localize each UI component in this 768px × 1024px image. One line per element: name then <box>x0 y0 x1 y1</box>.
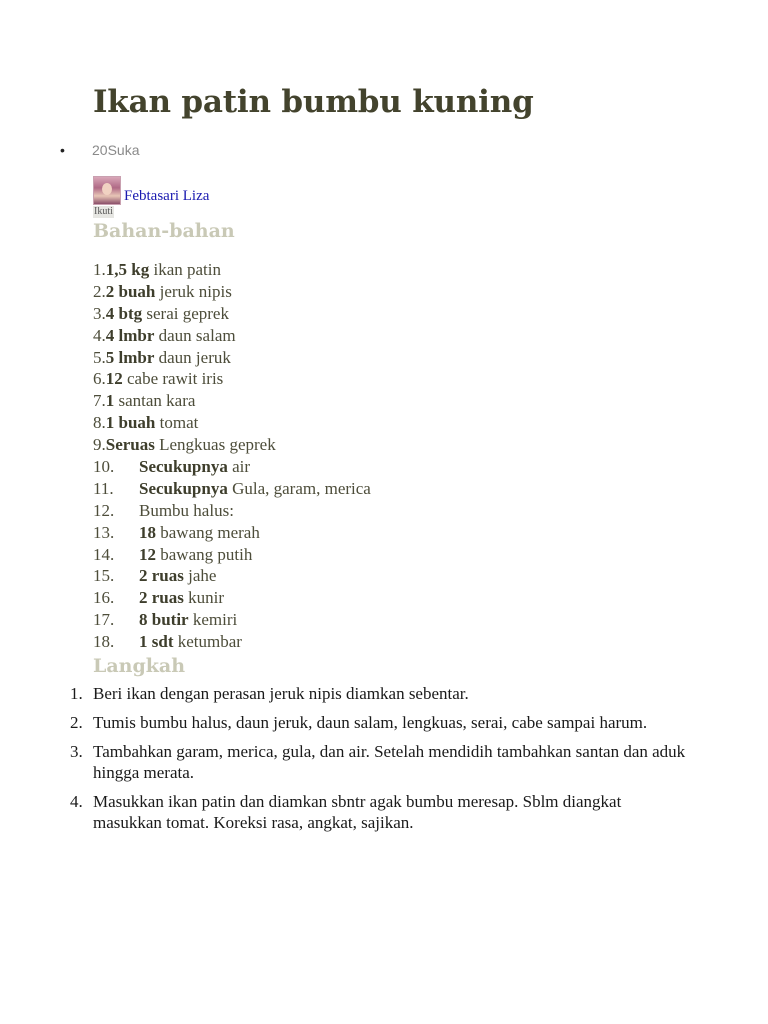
step-number: 3. <box>70 742 83 761</box>
ingredients-list <box>93 259 371 653</box>
ingredient-name: Gula, garam, merica <box>232 478 371 498</box>
ingredient-name: santan kara <box>118 391 196 411</box>
steps-list <box>70 683 690 841</box>
ingredient-name: ketumbar <box>177 632 242 652</box>
ingredient-amount: 4 btg <box>105 303 143 323</box>
ingredient-number: 3. <box>93 303 106 323</box>
step-text: Masukkan ikan patin dan diamkan sbntr agak bumbu meresap. Sblm diangkat masukkan tomat. Koreksi rasa, angkat, sajikan. <box>93 792 622 832</box>
step-text: Beri ikan dengan perasan jeruk nipis diamkan sebentar. <box>93 684 469 703</box>
ingredient-name: kunir <box>188 588 225 608</box>
ingredient-item <box>93 325 371 347</box>
ingredient-amount: 2 ruas <box>139 588 184 608</box>
steps-heading: Langkah <box>93 655 186 677</box>
ingredient-amount: 2 ruas <box>139 566 184 586</box>
ingredient-amount: Secukupnya <box>139 478 228 498</box>
ingredient-number: 18. <box>93 632 115 652</box>
bullet-icon: • <box>60 142 65 158</box>
ingredient-item <box>93 522 371 544</box>
ingredient-item <box>93 478 371 500</box>
ingredient-amount: 12 <box>139 544 156 564</box>
follow-button[interactable]: Ikuti <box>94 206 113 217</box>
ingredient-item <box>93 587 371 609</box>
ingredient-amount: Secukupnya <box>139 457 228 477</box>
ingredient-item <box>93 500 371 522</box>
ingredient-number: 2. <box>93 281 106 301</box>
ingredient-amount: 4 lmbr <box>105 325 155 345</box>
ingredient-name: ikan patin <box>153 260 221 279</box>
ingredient-number: 16. <box>93 588 115 608</box>
ingredient-number: 17. <box>93 610 115 630</box>
avatar[interactable] <box>93 176 121 205</box>
likes-label: 20Suka <box>92 142 140 158</box>
ingredient-name: jahe <box>188 566 217 586</box>
ingredient-name: air <box>232 457 251 477</box>
page-title: Ikan patin bumbu kuning <box>93 84 534 120</box>
ingredient-item <box>93 565 371 587</box>
ingredient-number: 12. <box>93 500 115 520</box>
ingredient-number: 6. <box>93 369 106 389</box>
ingredient-number: 9. <box>93 435 106 455</box>
ingredient-name: kemiri <box>192 610 238 630</box>
ingredient-item <box>93 347 371 369</box>
ingredient-amount: 1 buah <box>105 413 156 433</box>
ingredient-name: daun salam <box>158 325 236 345</box>
step-number: 2. <box>70 713 83 732</box>
ingredient-name: serai geprek <box>146 303 229 323</box>
step-item <box>70 683 690 704</box>
ingredient-number: 8. <box>93 413 106 433</box>
ingredient-number: 11. <box>93 478 114 498</box>
ingredient-number: 7. <box>93 391 106 411</box>
step-item <box>70 712 690 733</box>
ingredient-item <box>93 544 371 566</box>
ingredient-amount: 8 butir <box>139 610 189 630</box>
step-item <box>70 741 690 783</box>
ingredient-amount: 1,5 kg <box>105 260 150 279</box>
ingredient-number: 5. <box>93 347 106 367</box>
ingredient-item <box>93 368 371 390</box>
ingredient-name: bawang merah <box>160 522 260 542</box>
step-text: Tumis bumbu halus, daun jeruk, daun salam, lengkuas, serai, cabe sampai harum. <box>93 713 648 732</box>
ingredient-item <box>93 434 371 456</box>
ingredient-amount: 18 <box>139 522 156 542</box>
ingredient-amount: Seruas <box>105 435 155 455</box>
step-item <box>70 791 690 833</box>
ingredient-name: cabe rawit iris <box>127 369 224 389</box>
ingredient-item <box>93 390 371 412</box>
ingredient-number: 15. <box>93 566 115 586</box>
ingredient-number: 4. <box>93 325 106 345</box>
ingredient-item <box>93 412 371 434</box>
step-number: 1. <box>70 684 83 703</box>
ingredient-name: jeruk nipis <box>159 281 232 301</box>
ingredient-item <box>93 631 371 653</box>
ingredient-name: tomat <box>159 413 199 433</box>
ingredient-amount: 5 lmbr <box>105 347 155 367</box>
ingredient-number: 13. <box>93 522 115 542</box>
step-number: 4. <box>70 792 83 811</box>
ingredient-amount: 1 <box>105 391 115 411</box>
ingredient-number: 14. <box>93 544 115 564</box>
author-name-link[interactable]: Febtasari Liza <box>124 188 210 204</box>
ingredient-amount: 1 sdt <box>139 632 174 652</box>
ingredient-amount: 2 buah <box>105 281 156 301</box>
ingredient-name: Bumbu halus: <box>139 500 234 520</box>
ingredient-name: Lengkuas geprek <box>159 435 276 455</box>
ingredient-number: 10. <box>93 457 115 477</box>
ingredient-item <box>93 281 371 303</box>
ingredients-heading: Bahan-bahan <box>93 220 235 242</box>
ingredient-number: 1. <box>93 260 106 279</box>
ingredient-item <box>93 609 371 631</box>
ingredient-item <box>93 259 371 281</box>
ingredient-name: bawang putih <box>160 544 253 564</box>
ingredient-item <box>93 303 371 325</box>
ingredient-amount: 12 <box>105 369 123 389</box>
step-text: Tambahkan garam, merica, gula, dan air. Setelah mendidih tambahkan santan dan aduk hingga merata. <box>93 742 686 782</box>
ingredient-item <box>93 456 371 478</box>
ingredient-name: daun jeruk <box>158 347 231 367</box>
